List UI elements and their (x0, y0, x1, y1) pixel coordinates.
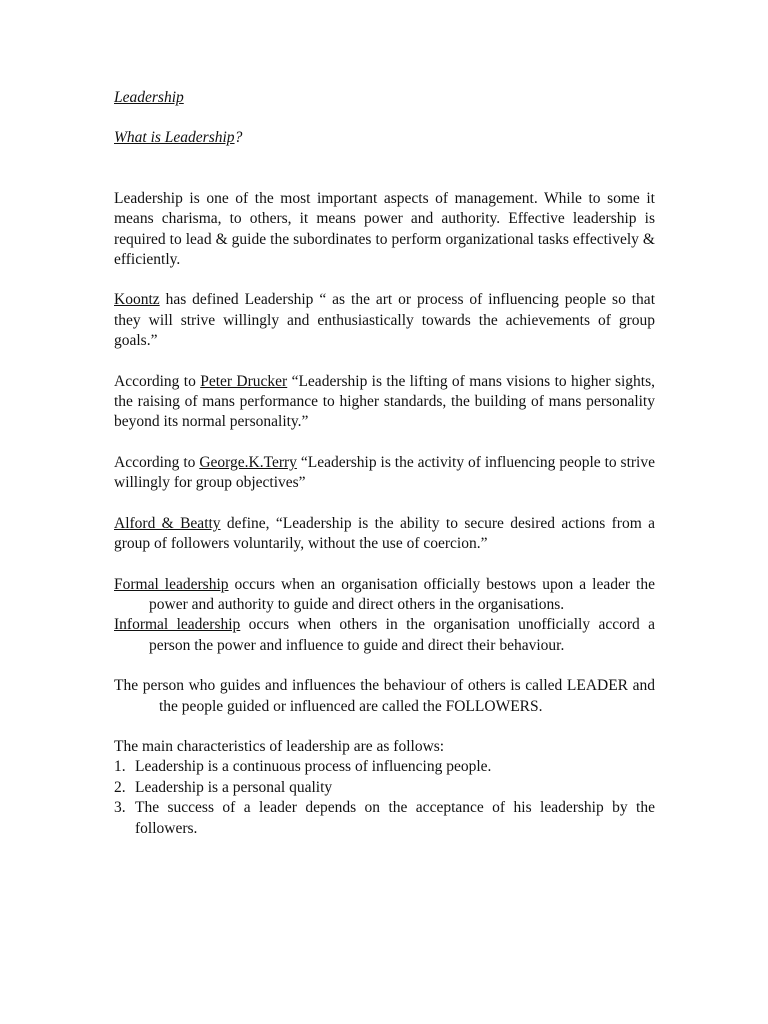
definition-koontz (114, 290, 655, 351)
informal-leadership-term: Informal leadership (114, 616, 241, 634)
list-item-text: The success of a leader depends on the acceptance of his leadership by the followers. (135, 799, 655, 837)
subtitle-text: What is Leadership (114, 129, 235, 147)
characteristics-intro: The main characteristics of leadership are as follows: (114, 737, 445, 755)
formal-leadership-paragraph (114, 575, 655, 616)
list-item-text: Leadership is a continuous process of influencing people. (135, 758, 492, 776)
definition-terry (114, 453, 655, 494)
definition-text: has defined Leadership “ as the art or process of influencing people so that they will strive willingly and enthusiastically towards the achievements of group goals.” (114, 291, 655, 350)
leader-followers-paragraph: The person who guides and influences the behaviour of others is called LEADER and the people guided or influenced are called the FOLLOWERS. (114, 677, 655, 715)
definition-author: Koontz (114, 291, 160, 309)
definition-text: define, “Leadership is the ability to secure desired actions from a group of followers voluntarily, without the use of coercion.” (114, 514, 656, 553)
list-item (114, 757, 655, 777)
definition-text: “Leadership is the lifting of mans visions to higher sights, the raising of mans performance to higher standards, the building of mans personality beyond its normal personality.” (114, 372, 656, 431)
informal-leadership-text: occurs when others in the organisation unofficially accord a person the power and influence to guide and direct their behaviour. (149, 616, 655, 654)
document-page (114, 88, 655, 839)
subtitle-question-mark: ? (234, 129, 243, 147)
list-item (114, 778, 655, 798)
definition-alford-beatty (114, 514, 655, 555)
list-item-number: 1. (114, 758, 126, 776)
formal-leadership-term: Formal leadership (114, 575, 229, 593)
definition-drucker (114, 372, 655, 433)
definition-lead: According to (114, 372, 201, 390)
definition-author: Alford & Beatty (114, 514, 221, 532)
document-title: Leadership (114, 89, 184, 106)
definition-text: “Leadership is the activity of influencing people to strive willingly for group objectives” (114, 453, 655, 492)
formal-leadership-text: occurs when an organisation officially bestows upon a leader the power and authority to guide and direct others in the organisations. (149, 575, 655, 613)
definition-author: Peter Drucker (200, 372, 288, 390)
list-item (114, 798, 655, 839)
characteristics-list (114, 757, 655, 839)
definition-author: George.K.Terry (199, 453, 297, 471)
definition-lead: According to (114, 453, 200, 471)
intro-paragraph: Leadership is one of the most important aspects of management. While to some it means charisma, to others, it means power and authority. Effective leadership is required to lead & guide the subordinates to perform organizational tasks effectively & efficiently. (114, 189, 655, 269)
list-item-text: Leadership is a personal quality (135, 778, 333, 796)
list-item-number: 3. (114, 799, 126, 817)
document-subtitle (114, 128, 655, 148)
informal-leadership-paragraph (114, 615, 655, 656)
list-item-number: 2. (114, 778, 126, 796)
